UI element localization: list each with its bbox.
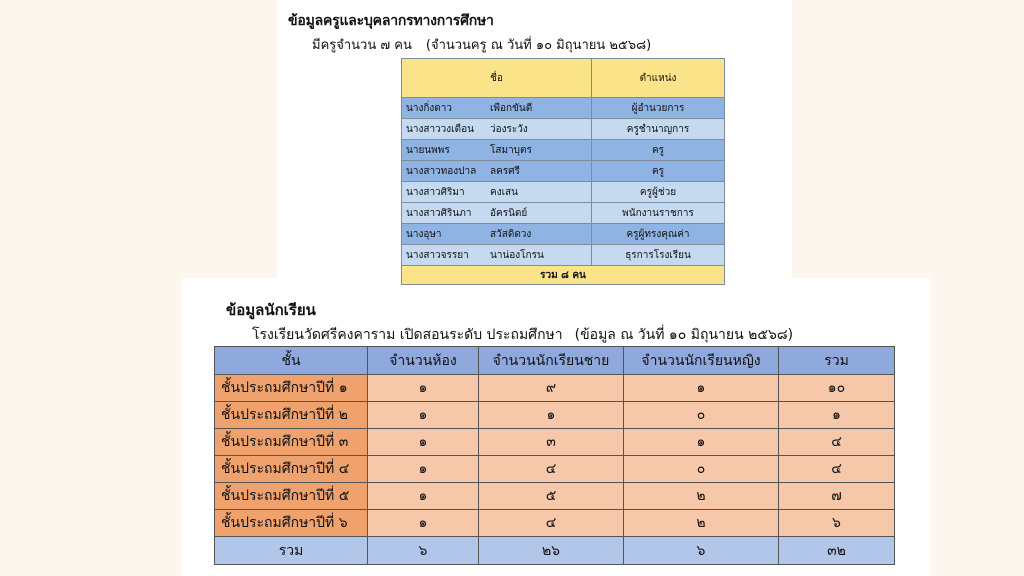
total-cell: ๑๐ [779, 375, 895, 402]
total-all: ๓๒ [779, 537, 895, 565]
last-name: สวัสดิดวง [490, 228, 532, 240]
total-cell: ๑ [779, 402, 895, 429]
total-cell: ๔ [779, 429, 895, 456]
student-table [214, 346, 895, 565]
teacher-total: รวม ๘ คน [402, 266, 725, 285]
girls-cell: ๐ [624, 402, 779, 429]
teacher-total-row [402, 266, 725, 285]
boys-cell: ๙ [479, 375, 624, 402]
teacher-name [402, 224, 592, 245]
table-row [402, 224, 725, 245]
grade-cell: ชั้นประถมศึกษาปีที่ ๔ [215, 456, 368, 483]
teacher-position: พนักงานราชการ [592, 203, 725, 224]
last-name: นาน่องโกรน [490, 249, 544, 261]
teacher-name [402, 245, 592, 266]
table-row [215, 429, 895, 456]
boys-cell: ๓ [479, 429, 624, 456]
grade-cell: ชั้นประถมศึกษาปีที่ ๑ [215, 375, 368, 402]
teacher-position: ครู [592, 161, 725, 182]
girls-cell: ๐ [624, 456, 779, 483]
first-name: นางอุษา [406, 228, 442, 240]
boys-cell: ๔ [479, 510, 624, 537]
boys-cell: ๑ [479, 402, 624, 429]
teacher-name [402, 98, 592, 119]
first-name: นายนพพร [406, 144, 450, 156]
total-rooms: ๖ [368, 537, 479, 565]
total-cell: ๔ [779, 456, 895, 483]
teacher-count: มีครูจำนวน ๗ คน [312, 38, 412, 53]
rooms-cell: ๑ [368, 483, 479, 510]
header-rooms: จำนวนห้อง [368, 347, 479, 375]
table-row [402, 98, 725, 119]
last-name: เพือกขันตี [490, 102, 533, 114]
table-row [215, 375, 895, 402]
header-grade: ชั้น [215, 347, 368, 375]
rooms-cell: ๑ [368, 510, 479, 537]
girls-cell: ๒ [624, 510, 779, 537]
teacher-table-header [402, 59, 725, 98]
teacher-section-subtitle [312, 34, 651, 55]
rooms-cell: ๑ [368, 456, 479, 483]
first-name: นางสาวจรรยา [406, 249, 469, 261]
total-boys: ๒๖ [479, 537, 624, 565]
last-name: โสมาบุตร [490, 144, 532, 156]
last-name: ว่องระวัง [490, 123, 528, 135]
first-name: นางกิ่งดาว [406, 102, 452, 114]
grade-cell: ชั้นประถมศึกษาปีที่ ๕ [215, 483, 368, 510]
last-name: ลครศรี [490, 165, 520, 177]
teacher-date-note: (จำนวนครู ณ วันที่ ๑๐ มิถุนายน ๒๕๖๘) [425, 38, 652, 53]
first-name: นางสาวศิรินภา [406, 207, 472, 219]
table-row [402, 119, 725, 140]
header-girls: จำนวนนักเรียนหญิง [624, 347, 779, 375]
school-info: โรงเรียนวัดศรีคงคาราม เปิดสอนระดับ ประถมศึกษา [252, 327, 563, 343]
last-name: คงเสน [490, 186, 518, 198]
teacher-table [401, 58, 725, 285]
teacher-position: ครูผู้ช่วย [592, 182, 725, 203]
teacher-position: ครูชำนาญการ [592, 119, 725, 140]
girls-cell: ๒ [624, 483, 779, 510]
table-row [402, 161, 725, 182]
student-date-note: (ข้อมูล ณ วันที่ ๑๐ มิถุนายน ๒๕๖๘) [574, 327, 794, 343]
teacher-name [402, 182, 592, 203]
header-total: รวม [779, 347, 895, 375]
first-name: นางสาวทองปาล [406, 165, 477, 177]
table-row [215, 456, 895, 483]
header-boys: จำนวนนักเรียนชาย [479, 347, 624, 375]
teacher-name [402, 161, 592, 182]
table-row [402, 140, 725, 161]
grade-cell: ชั้นประถมศึกษาปีที่ ๒ [215, 402, 368, 429]
header-position: ตำแหน่ง [592, 59, 725, 98]
table-row [402, 203, 725, 224]
boys-cell: ๕ [479, 483, 624, 510]
rooms-cell: ๑ [368, 402, 479, 429]
table-row [402, 245, 725, 266]
teacher-position: ธุรการโรงเรียน [592, 245, 725, 266]
girls-cell: ๑ [624, 375, 779, 402]
rooms-cell: ๑ [368, 429, 479, 456]
teacher-name [402, 119, 592, 140]
boys-cell: ๔ [479, 456, 624, 483]
teacher-position: ผู้อำนวยการ [592, 98, 725, 119]
last-name: อัครนิตย์ [490, 207, 528, 219]
teacher-section-title: ข้อมูลครูและบุคลากรทางการศึกษา [288, 13, 494, 29]
grade-cell: ชั้นประถมศึกษาปีที่ ๖ [215, 510, 368, 537]
student-section-title: ข้อมูลนักเรียน [226, 301, 316, 319]
table-row [215, 483, 895, 510]
student-total-row [215, 537, 895, 565]
student-table-header [215, 347, 895, 375]
total-cell: ๖ [779, 510, 895, 537]
teacher-position: ครู [592, 140, 725, 161]
first-name: นางสาววงเดือน [406, 123, 474, 135]
girls-cell: ๑ [624, 429, 779, 456]
teacher-name [402, 203, 592, 224]
rooms-cell: ๑ [368, 375, 479, 402]
table-row [215, 510, 895, 537]
total-cell: ๗ [779, 483, 895, 510]
table-row [402, 182, 725, 203]
total-girls: ๖ [624, 537, 779, 565]
teacher-position: ครูผู้ทรงคุณค่า [592, 224, 725, 245]
first-name: นางสาวศิริมา [406, 186, 465, 198]
teacher-name [402, 140, 592, 161]
header-name: ชื่อ [402, 59, 592, 98]
total-label: รวม [215, 537, 368, 565]
table-row [215, 402, 895, 429]
grade-cell: ชั้นประถมศึกษาปีที่ ๓ [215, 429, 368, 456]
student-section-subtitle [252, 324, 793, 346]
